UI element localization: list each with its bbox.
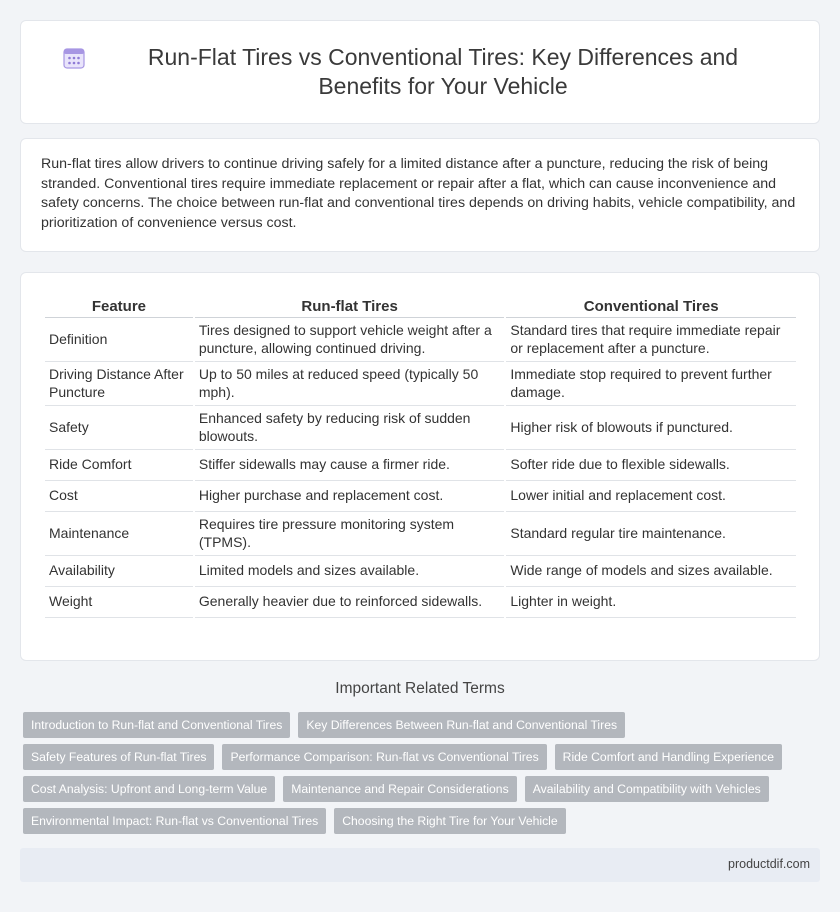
intro-card	[20, 138, 820, 252]
row-feature: Driving Distance After Puncture	[45, 362, 193, 406]
table-row	[45, 318, 796, 362]
row-run-flat: Requires tire pressure monitoring system (TPMS).	[195, 512, 505, 556]
comparison-table-card	[20, 272, 820, 661]
row-run-flat: Limited models and sizes available.	[195, 556, 505, 587]
row-conventional: Standard regular tire maintenance.	[506, 512, 796, 556]
row-feature: Cost	[45, 481, 193, 512]
page-title: Run-Flat Tires vs Conventional Tires: Key Differences and Benefits for Your Vehicle	[147, 44, 739, 99]
row-conventional: Immediate stop required to prevent further damage.	[506, 362, 796, 406]
row-feature: Weight	[45, 587, 193, 618]
table-row	[45, 587, 796, 618]
row-run-flat: Stiffer sidewalls may cause a firmer ride.	[195, 450, 505, 481]
row-run-flat: Generally heavier due to reinforced sidewalls.	[195, 587, 505, 618]
row-feature: Ride Comfort	[45, 450, 193, 481]
related-term-tag[interactable]: Performance Comparison: Run-flat vs Conventional Tires	[222, 744, 546, 770]
header-card	[20, 20, 820, 124]
comparison-table	[43, 291, 798, 618]
table-row	[45, 556, 796, 587]
table-header-row	[45, 291, 796, 318]
row-feature: Availability	[45, 556, 193, 587]
row-conventional: Standard tires that require immediate repair or replacement after a puncture.	[506, 318, 796, 362]
row-feature: Safety	[45, 406, 193, 450]
table-row	[45, 512, 796, 556]
footer-bar	[20, 848, 820, 882]
related-terms-title: Important Related Terms	[335, 680, 505, 697]
row-run-flat: Tires designed to support vehicle weight after a puncture, allowing continued driving.	[195, 318, 505, 362]
related-terms-list	[23, 712, 823, 834]
row-feature: Maintenance	[45, 512, 193, 556]
calendar-icon	[61, 45, 87, 71]
table-row	[45, 450, 796, 481]
row-run-flat: Up to 50 miles at reduced speed (typically 50 mph).	[195, 362, 505, 406]
related-term-tag[interactable]: Availability and Compatibility with Vehicles	[525, 776, 769, 802]
table-row	[45, 481, 796, 512]
row-conventional: Lower initial and replacement cost.	[506, 481, 796, 512]
row-conventional: Higher risk of blowouts if punctured.	[506, 406, 796, 450]
row-run-flat: Enhanced safety by reducing risk of sudden blowouts.	[195, 406, 505, 450]
intro-paragraph: Run-flat tires allow drivers to continue driving safely for a limited distance after a puncture, reducing the risk of being stranded. Conventional tires require immediate replacement or repair after a flat, which can cause inconvenience and safety concerns. The choice between run-flat and conventional tires depends on driving habits, vehicle compatibility, and prioritization of convenience versus cost.	[41, 156, 796, 231]
related-term-tag[interactable]: Environmental Impact: Run-flat vs Conventional Tires	[23, 808, 326, 834]
header-feature: Feature	[45, 291, 193, 318]
row-conventional: Lighter in weight.	[506, 587, 796, 618]
related-term-tag[interactable]: Introduction to Run-flat and Conventional Tires	[23, 712, 290, 738]
related-term-tag[interactable]: Safety Features of Run-flat Tires	[23, 744, 214, 770]
header-inner	[21, 21, 819, 123]
table-row	[45, 406, 796, 450]
row-conventional: Wide range of models and sizes available.	[506, 556, 796, 587]
row-conventional: Softer ride due to flexible sidewalls.	[506, 450, 796, 481]
related-term-tag[interactable]: Ride Comfort and Handling Experience	[555, 744, 782, 770]
row-feature: Definition	[45, 318, 193, 362]
related-term-tag[interactable]: Key Differences Between Run-flat and Conventional Tires	[298, 712, 625, 738]
footer-site-link[interactable]: productdif.com	[728, 857, 810, 871]
row-run-flat: Higher purchase and replacement cost.	[195, 481, 505, 512]
related-term-tag[interactable]: Maintenance and Repair Considerations	[283, 776, 516, 802]
related-term-tag[interactable]: Choosing the Right Tire for Your Vehicle	[334, 808, 565, 834]
header-run-flat: Run-flat Tires	[195, 291, 505, 318]
header-conventional: Conventional Tires	[506, 291, 796, 318]
related-term-tag[interactable]: Cost Analysis: Upfront and Long-term Value	[23, 776, 275, 802]
table-row	[45, 362, 796, 406]
